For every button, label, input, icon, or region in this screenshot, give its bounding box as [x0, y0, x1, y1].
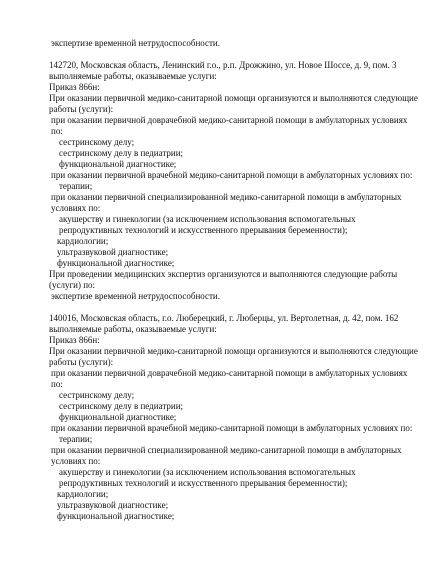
- pre-doctor-heading: при оказании первичной доврачебной медико-санитарной помощи в амбулаторных условиях по:: [51, 368, 408, 389]
- expertise-intro: При проведении медицинских экспертиз организуются и выполняются следующие работы (услуги) по:: [49, 269, 398, 290]
- section-2: [49, 313, 419, 522]
- pre-doctor-heading: при оказании первичной доврачебной медико-санитарной помощи в амбулаторных условиях по:: [51, 115, 408, 136]
- specialized-item: акушерству и гинекологии (за исключением использования вспомогательных репродуктивных технологий и искусственного прерывания беременности);: [59, 214, 356, 235]
- address-line: 142720, Московская область, Ленинский г.о., р.п. Дрожжино, ул. Новое Шоссе, д. 9, пом. 3: [49, 60, 397, 70]
- doctor-item: терапии;: [59, 434, 93, 444]
- order-line: Приказ 866н:: [49, 82, 100, 92]
- primary-intro: При оказании первичной медико-санитарной помощи организуются и выполняются следующие работы (услуги):: [49, 93, 418, 114]
- specialized-heading: при оказании первичной специализированной медико-санитарной помощи в амбулаторных условиях по:: [51, 192, 402, 213]
- works-header: выполняемые работы, оказываемые услуги:: [49, 324, 217, 334]
- specialized-heading: при оказании первичной специализированной медико-санитарной помощи в амбулаторных условиях по:: [51, 445, 402, 466]
- pre-doctor-item: функциональной диагностике;: [59, 412, 177, 422]
- specialized-item: функциональной диагностике;: [57, 258, 175, 268]
- specialized-item: кардиологии;: [57, 489, 109, 499]
- pre-doctor-item: сестринскому делу в педиатрии;: [59, 148, 184, 158]
- pre-doctor-item: сестринскому делу;: [59, 390, 135, 400]
- address-line: 140016, Московская область, г.о. Люберецкий, г. Люберцы, ул. Вертолетная, д. 42, пом. 162: [49, 313, 399, 323]
- specialized-item: кардиологии;: [57, 236, 109, 246]
- expertise-item-tail: экспертизе временной нетрудоспособности.: [51, 38, 220, 48]
- primary-intro: При оказании первичной медико-санитарной помощи организуются и выполняются следующие работы (услуги):: [49, 346, 418, 367]
- doctor-item: терапии;: [59, 181, 93, 191]
- doctor-heading: при оказании первичной врачебной медико-санитарной помощи в амбулаторных условиях по:: [51, 423, 413, 433]
- pre-doctor-item: функциональной диагностике;: [59, 159, 177, 169]
- doctor-heading: при оказании первичной врачебной медико-санитарной помощи в амбулаторных условиях по:: [51, 170, 413, 180]
- works-header: выполняемые работы, оказываемые услуги:: [49, 71, 217, 81]
- pre-doctor-item: сестринскому делу в педиатрии;: [59, 401, 184, 411]
- pre-doctor-item: сестринскому делу;: [59, 137, 135, 147]
- document-page: [49, 38, 419, 522]
- specialized-item: ультразвуковой диагностике;: [57, 247, 169, 257]
- expertise-item: экспертизе временной нетрудоспособности.: [51, 291, 220, 301]
- paragraph-gap: [49, 49, 419, 60]
- specialized-item: функциональной диагностике;: [57, 511, 175, 521]
- section-1: [49, 60, 419, 302]
- specialized-item: ультразвуковой диагностике;: [57, 500, 169, 510]
- specialized-item: акушерству и гинекологии (за исключением использования вспомогательных репродуктивных технологий и искусственного прерывания беременности);: [59, 467, 356, 488]
- paragraph-gap: [49, 302, 419, 313]
- order-line: Приказ 866н:: [49, 335, 100, 345]
